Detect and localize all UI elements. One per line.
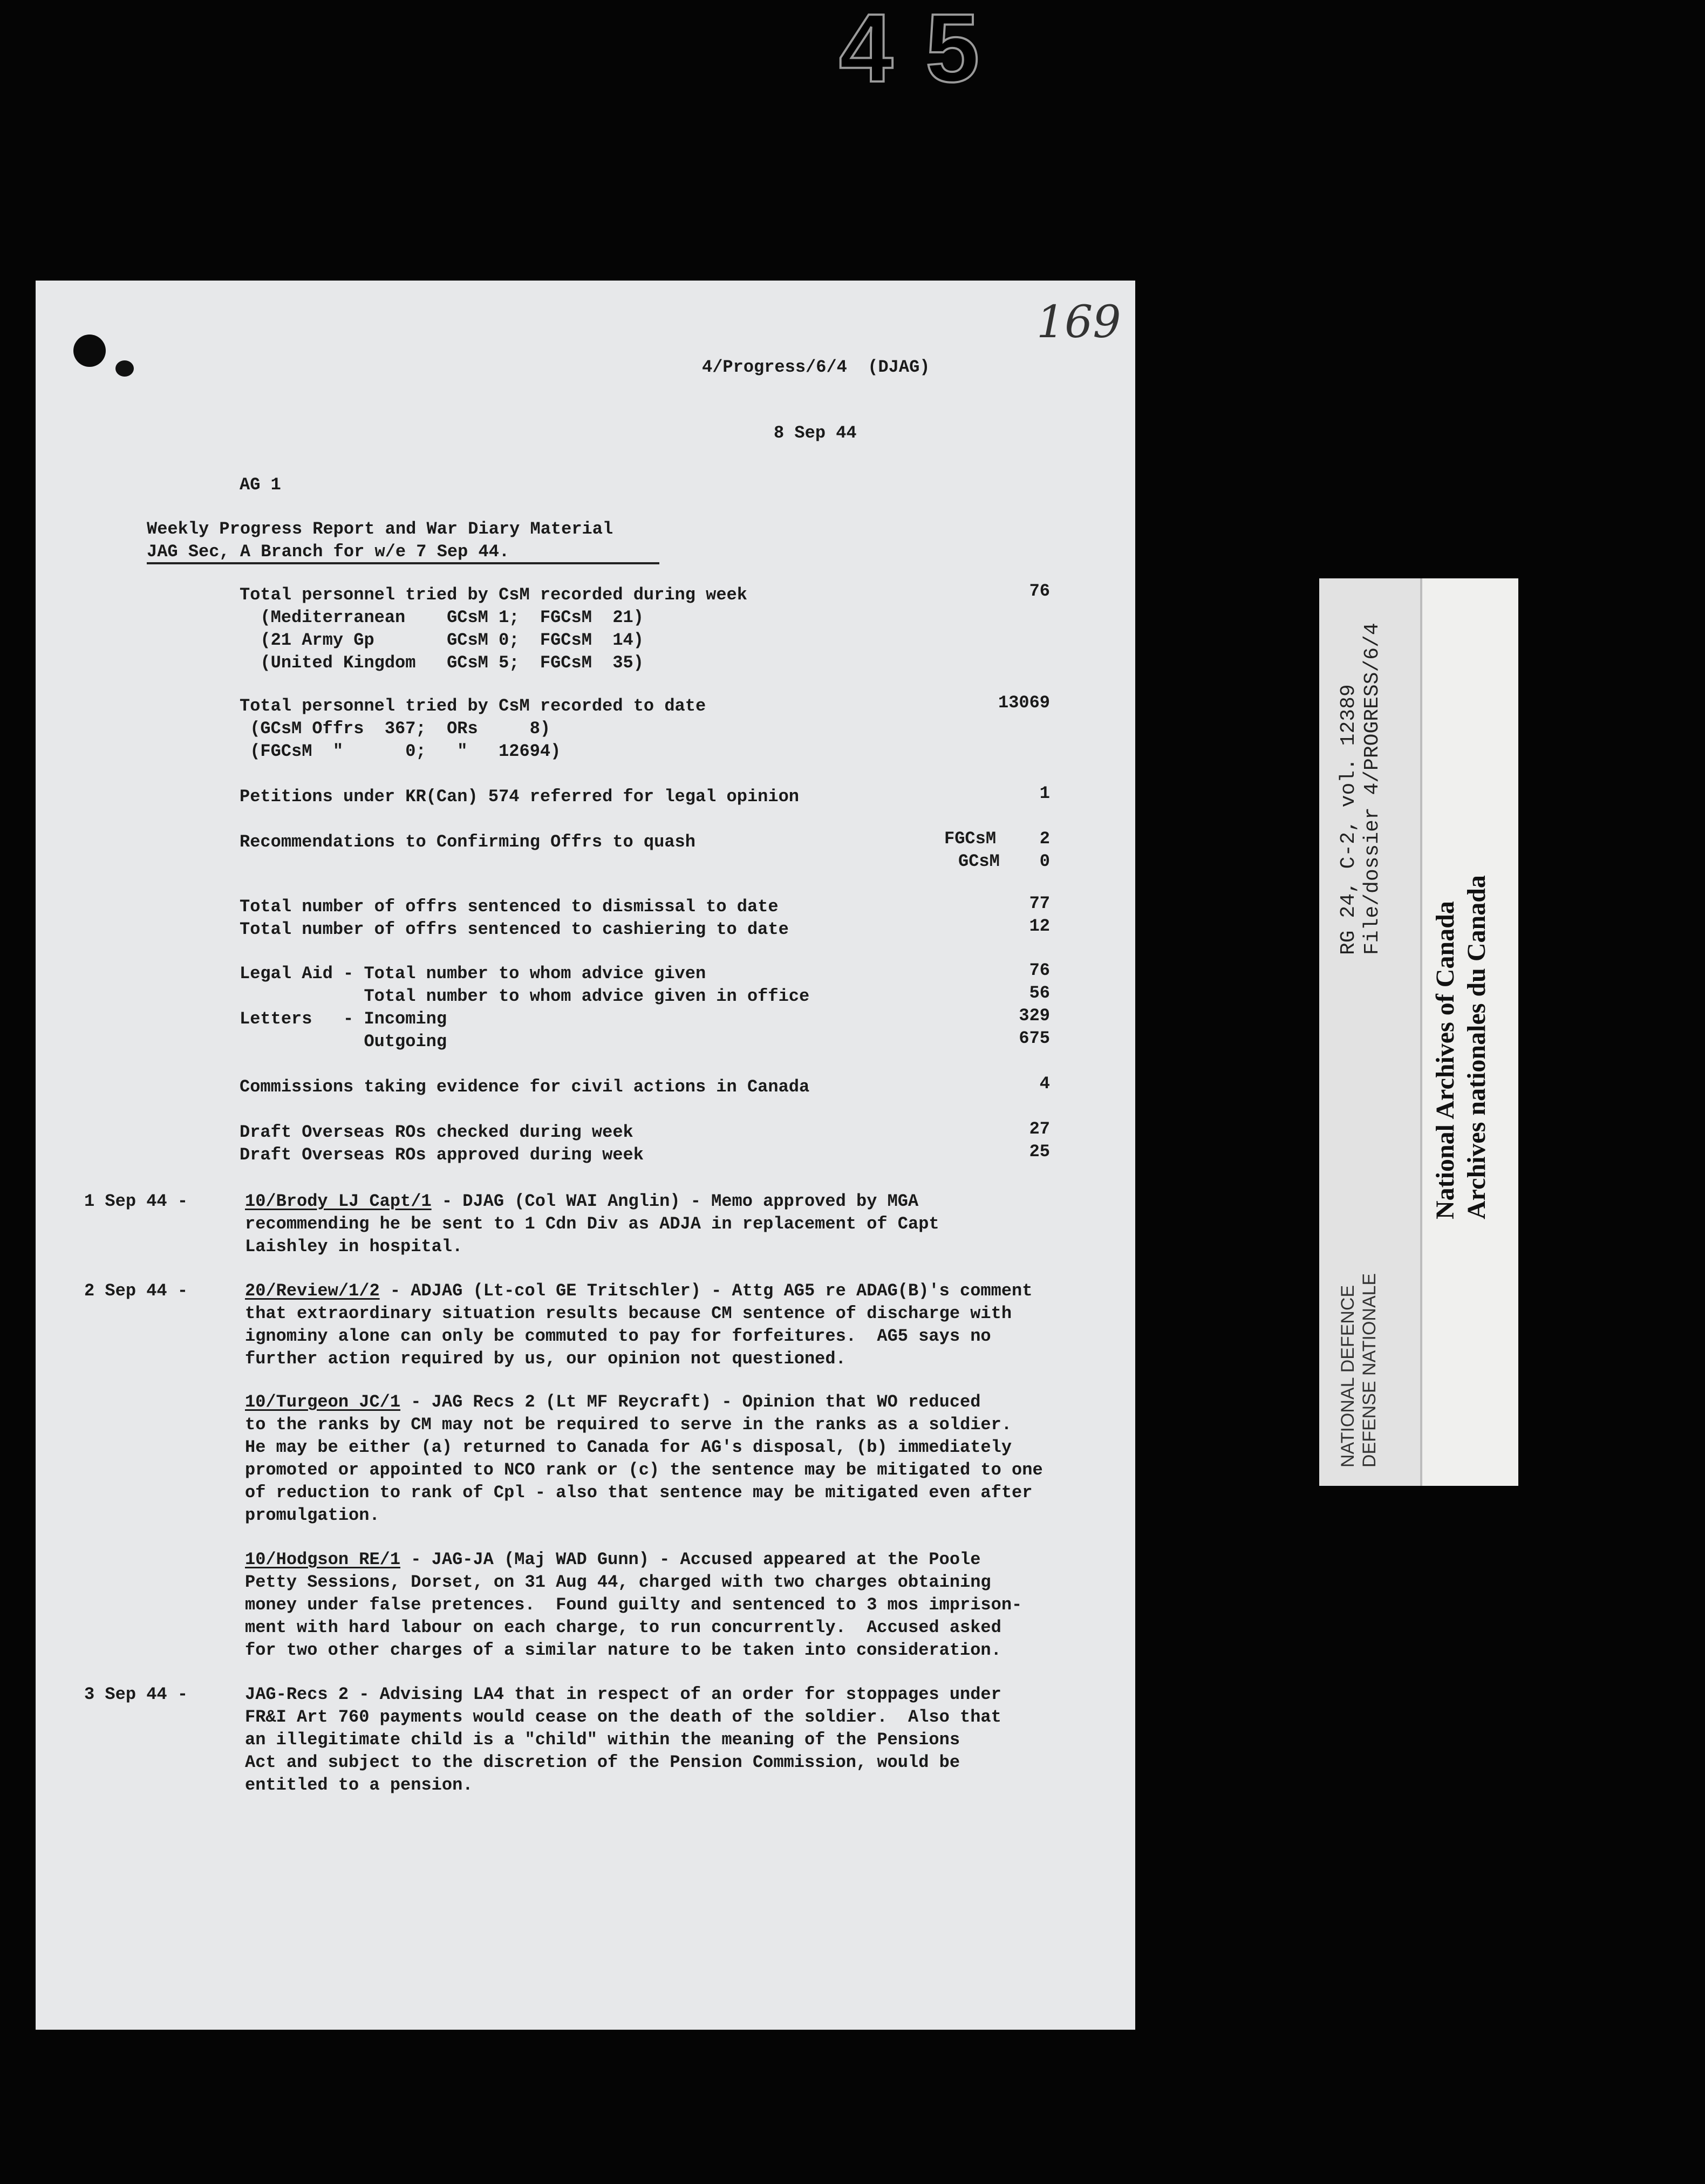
punch-hole-small (115, 360, 134, 377)
stat-value: 77 (1029, 893, 1050, 913)
stat-line: Petitions under KR(Can) 574 referred for legal opinion (240, 787, 799, 807)
entry-file-ref: 10/Turgeon JC/1 (245, 1392, 401, 1412)
entry-text: of reduction to rank of Cpl - also that sentence may be mitigated even after (245, 1483, 1033, 1503)
microfilm-frame-number: 45 (839, 0, 1012, 103)
entry-text: promoted or appointed to NCO rank or (c) the sentence may be mitigated to one (245, 1460, 1043, 1480)
entry-text: recommending he be sent to 1 Cdn Div as ADJA in replacement of Capt (245, 1214, 939, 1234)
file-reference: 4/Progress/6/4 (DJAG) (702, 357, 930, 377)
stat-value: 13069 (998, 693, 1050, 713)
stat-line: Total number to whom advice given in office (240, 986, 810, 1006)
stat-line: Draft Overseas ROs checked during week (240, 1122, 633, 1142)
entry-date: 2 Sep 44 - (84, 1281, 188, 1301)
stat-line: Draft Overseas ROs approved during week (240, 1145, 644, 1165)
stat-line: Commissions taking evidence for civil actions in Canada (240, 1077, 810, 1097)
stat-value: 25 (1029, 1142, 1050, 1162)
entry-text: to the ranks by CM may not be required to serve in the ranks as a soldier. (245, 1415, 1012, 1435)
entry-text: - JAG Recs 2 (Lt MF Reycraft) - Opinion that WO reduced (400, 1392, 981, 1412)
entry-text: ignominy alone can only be commuted to pay for forfeitures. AG5 says no (245, 1326, 991, 1346)
stat-value: 675 (1019, 1028, 1050, 1048)
archive-name: National Archives of Canada Archives nationales du Canada (1431, 875, 1491, 1219)
stat-line: (GCsM Offrs 367; ORs 8) (240, 719, 551, 739)
stat-line: Total number of offrs sentenced to dismissal to date (240, 897, 779, 917)
stat-line: (FGCsM " 0; " 12694) (240, 741, 561, 761)
stat-sublabel: GCsM (958, 851, 1000, 871)
entry-text: an illegitimate child is a "child" within the meaning of the Pensions (245, 1730, 960, 1750)
stat-line: Total personnel tried by CsM recorded during week (240, 585, 747, 605)
entry-text: Act and subject to the discretion of the Pension Commission, would be (245, 1752, 960, 1772)
stat-value: 2 (1039, 829, 1050, 849)
entry-text: entitled to a pension. (245, 1775, 473, 1795)
entry-file-ref: 10/Hodgson RE/1 (245, 1550, 401, 1569)
stat-value: 76 (1029, 581, 1050, 601)
department-name: NATIONAL DEFENCE DEFENSE NATIONALE (1338, 1273, 1380, 1468)
entry-text: FR&I Art 760 payments would cease on the death of the soldier. Also that (245, 1707, 1001, 1727)
document-page (36, 281, 1135, 2030)
stat-value: 12 (1029, 916, 1050, 936)
entry-file-ref: 20/Review/1/2 (245, 1281, 380, 1301)
folio-number: 169 (1036, 297, 1121, 348)
stat-line: Total number of offrs sentenced to cashiering to date (240, 919, 789, 939)
entry-text: Petty Sessions, Dorset, on 31 Aug 44, charged with two charges obtaining (245, 1572, 991, 1592)
stat-value: 1 (1039, 783, 1050, 803)
entry-text: He may be either (a) returned to Canada for AG's disposal, (b) immediately (245, 1437, 1012, 1457)
report-date: 8 Sep 44 (774, 423, 857, 443)
entry-text: for two other charges of a similar nature to be taken into consideration. (245, 1640, 1001, 1660)
entry-file-ref: 10/Brody LJ Capt/1 (245, 1191, 432, 1211)
entry-text: - DJAG (Col WAI Anglin) - Memo approved by MGA (431, 1191, 919, 1211)
stat-value: 76 (1029, 960, 1050, 980)
report-title: Weekly Progress Report and War Diary Material (147, 519, 613, 539)
stat-line: Outgoing (240, 1032, 447, 1052)
stat-line: (21 Army Gp GCsM 0; FGCsM 14) (240, 630, 644, 650)
stat-line: Legal Aid - Total number to whom advice given (240, 964, 706, 984)
stat-value: 4 (1039, 1074, 1050, 1094)
stat-line: Total personnel tried by CsM recorded to date (240, 696, 706, 716)
stat-line: Recommendations to Confirming Offrs to quash (240, 832, 695, 852)
entry-text: JAG-Recs 2 - Advising LA4 that in respect of an order for stoppages under (245, 1684, 1001, 1704)
report-subtitle: JAG Sec, A Branch for w/e 7 Sep 44. (147, 542, 510, 562)
stat-line: (Mediterranean GCsM 1; FGCsM 21) (240, 608, 644, 627)
stat-sublabel: FGCsM (944, 829, 997, 849)
entry-text: further action required by us, our opinion not questioned. (245, 1349, 846, 1369)
entry-text: - ADJAG (Lt-col GE Tritschler) - Attg AG5 re ADAG(B)'s comment (379, 1281, 1033, 1301)
addressee: AG 1 (240, 475, 281, 495)
stat-line: (United Kingdom GCsM 5; FGCsM 35) (240, 653, 644, 673)
stat-value: 56 (1029, 983, 1050, 1003)
entry-text: promulgation. (245, 1505, 380, 1525)
punch-hole (73, 335, 106, 367)
entry-text: - JAG-JA (Maj WAD Gunn) - Accused appeared at the Poole (400, 1550, 981, 1569)
stat-value: 329 (1019, 1006, 1050, 1026)
archive-reference: RG 24, C-2, vol. 12389 File/dossier 4/PROGRESS/6/4 (1337, 623, 1384, 955)
stat-value: 27 (1029, 1119, 1050, 1139)
entry-text: that extraordinary situation results because CM sentence of discharge with (245, 1303, 1012, 1323)
entry-date: 3 Sep 44 - (84, 1684, 188, 1704)
entry-text: money under false pretences. Found guilty and sentenced to 3 mos imprison- (245, 1595, 1022, 1615)
entry-date: 1 Sep 44 - (84, 1191, 188, 1211)
stat-line: Letters - Incoming (240, 1009, 447, 1029)
entry-text: Laishley in hospital. (245, 1237, 463, 1257)
title-underline (147, 562, 659, 564)
stat-value: 0 (1039, 851, 1050, 871)
entry-text: ment with hard labour on each charge, to run concurrently. Accused asked (245, 1617, 1001, 1637)
